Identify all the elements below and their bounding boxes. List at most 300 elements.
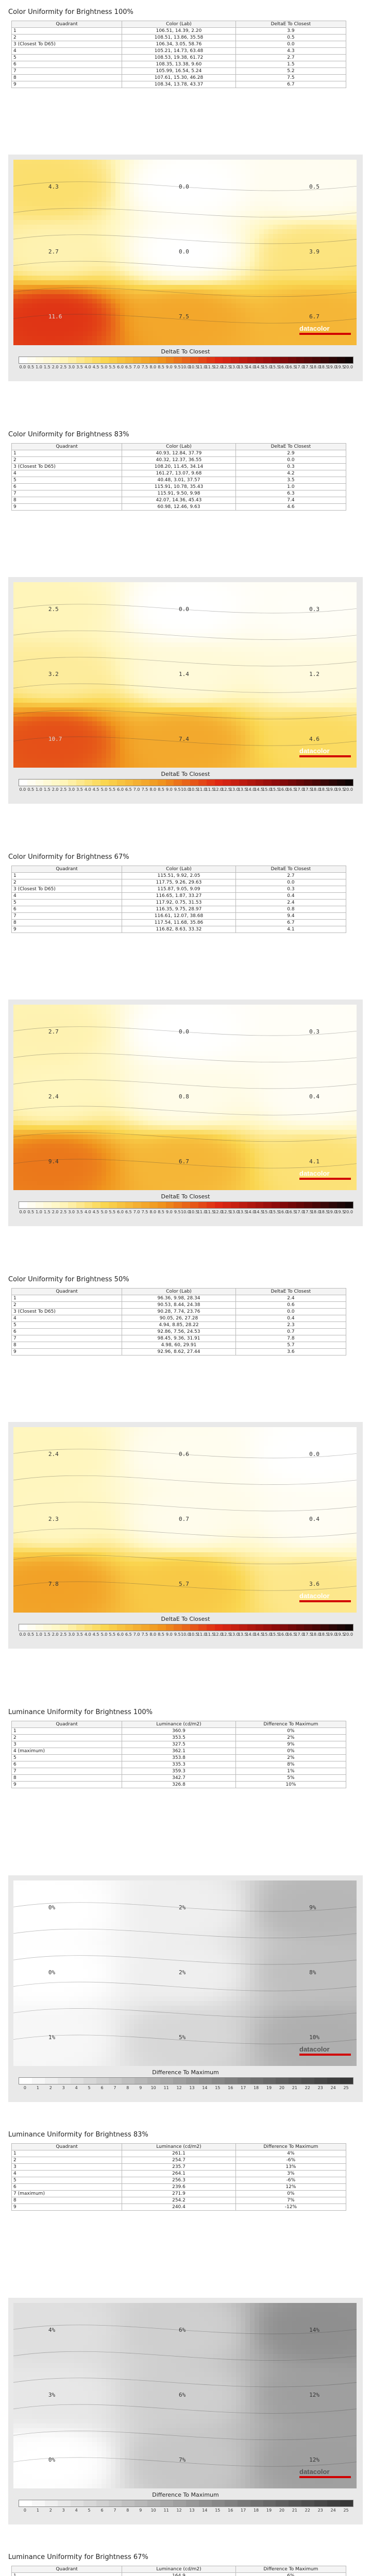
heatmap-cell <box>268 341 274 345</box>
heatmap-cell <box>324 234 329 239</box>
heatmap-cell <box>37 670 42 675</box>
heatmap-cell <box>236 656 241 662</box>
heatmap-cell <box>231 313 237 318</box>
heatmap-cell <box>115 615 121 620</box>
heatmap-cell <box>204 629 209 634</box>
heatmap-cell <box>157 192 162 197</box>
heatmap-cell <box>194 656 199 662</box>
heatmap-cell <box>13 341 19 345</box>
heatmap-cell <box>204 285 209 290</box>
heatmap-cell <box>46 299 51 304</box>
heatmap-cell <box>347 684 352 689</box>
heatmap-cell <box>97 220 102 225</box>
heatmap-cell <box>319 211 325 216</box>
heatmap-cell <box>278 206 283 211</box>
heatmap-cell <box>74 211 79 216</box>
heatmap-cell <box>83 689 88 694</box>
heatmap-cell <box>102 174 107 179</box>
heatmap-cell <box>236 290 241 295</box>
heatmap-cell <box>301 638 306 643</box>
heatmap-cell <box>97 647 102 652</box>
heatmap-cell <box>111 689 116 694</box>
heatmap-cell <box>37 689 42 694</box>
heatmap-cell <box>32 596 37 601</box>
heatmap-cell <box>18 587 23 592</box>
heatmap-cell <box>88 341 93 345</box>
heatmap-cell <box>88 285 93 290</box>
heatmap-cell <box>213 610 218 615</box>
heatmap-cell <box>250 225 255 230</box>
table-row <box>12 457 346 464</box>
heatmap-cell <box>60 666 65 671</box>
heatmap-cell <box>222 656 227 662</box>
heatmap-cell <box>231 633 237 638</box>
heatmap-cell <box>111 684 116 689</box>
heatmap-cell <box>352 675 357 680</box>
heatmap-cell <box>60 303 65 309</box>
heatmap-cell <box>310 197 315 202</box>
heatmap-cell <box>78 243 83 248</box>
heatmap-cell <box>324 582 329 587</box>
heatmap-cell <box>50 629 56 634</box>
heatmap-cell <box>227 336 232 341</box>
heatmap-cell <box>92 169 97 174</box>
heatmap-cell <box>180 201 185 207</box>
heatmap-cell <box>46 661 51 666</box>
heatmap-cell <box>115 201 121 207</box>
heatmap-cell <box>46 220 51 225</box>
heatmap-cell <box>69 229 74 234</box>
heatmap-cell <box>241 160 246 165</box>
heatmap-cell <box>296 693 301 699</box>
heatmap-cell <box>46 206 51 211</box>
heatmap-cell <box>301 591 306 597</box>
heatmap-cell <box>199 647 204 652</box>
heatmap-cell <box>231 322 237 327</box>
heatmap-cell <box>296 624 301 629</box>
heatmap-cell <box>46 285 51 290</box>
heatmap-cell <box>69 211 74 216</box>
heatmap-cell <box>319 290 325 295</box>
heatmap-cell <box>129 666 134 671</box>
heatmap-cell <box>292 266 297 272</box>
heatmap-cell <box>310 206 315 211</box>
heatmap-cell <box>102 670 107 675</box>
heatmap-cell <box>139 183 144 188</box>
heatmap-cell <box>46 642 51 648</box>
heatmap-cell <box>69 317 74 323</box>
heatmap-cell <box>333 308 339 313</box>
heatmap-cell <box>264 605 269 611</box>
heatmap-cell <box>74 252 79 258</box>
heatmap-cell <box>310 582 315 587</box>
heatmap-cell <box>106 624 111 629</box>
heatmap-cell <box>143 215 148 221</box>
heatmap-cell <box>74 299 79 304</box>
heatmap-cell <box>292 285 297 290</box>
heatmap-cell <box>236 336 241 341</box>
heatmap-cell <box>88 262 93 267</box>
heatmap-cell <box>343 647 348 652</box>
heatmap-cell <box>46 160 51 165</box>
heatmap-cell <box>241 290 246 295</box>
heatmap-cell <box>190 647 195 652</box>
heatmap-cell <box>129 642 134 648</box>
heatmap-cell <box>227 229 232 234</box>
heatmap-cell <box>292 215 297 221</box>
heatmap-cell <box>74 624 79 629</box>
heatmap-cell <box>273 605 278 611</box>
heatmap-cell <box>125 680 130 685</box>
heatmap-cell <box>250 341 255 345</box>
heatmap-cell <box>268 215 274 221</box>
heatmap-cell <box>319 164 325 170</box>
heatmap-cell <box>55 656 60 662</box>
heatmap-cell <box>139 294 144 299</box>
heatmap-cell <box>50 160 56 165</box>
heatmap-cell <box>27 675 32 680</box>
heatmap-cell <box>148 610 153 615</box>
heatmap-cell <box>319 206 325 211</box>
heatmap-cell <box>282 327 288 332</box>
heatmap-cell <box>264 656 269 662</box>
heatmap-cell <box>88 313 93 318</box>
heatmap-cell <box>231 689 237 694</box>
heatmap-cell <box>129 285 134 290</box>
heatmap-cell <box>97 178 102 183</box>
heatmap-cell <box>255 615 260 620</box>
heatmap-cell <box>338 624 343 629</box>
heatmap-cell <box>148 642 153 648</box>
heatmap-cell <box>273 587 278 592</box>
heatmap-cell <box>292 211 297 216</box>
heatmap-cell <box>18 271 23 276</box>
heatmap-cell <box>347 252 352 258</box>
heatmap-cell <box>245 252 250 258</box>
heatmap-cell <box>41 206 46 211</box>
heatmap-cell <box>204 661 209 666</box>
heatmap-cell <box>171 615 176 620</box>
heatmap-cell <box>245 257 250 262</box>
heatmap-cell <box>329 239 334 244</box>
heatmap-cell <box>287 262 292 267</box>
heatmap-cell <box>13 652 19 657</box>
table-column-header: Quadrant <box>12 444 122 450</box>
heatmap-cell <box>64 252 70 258</box>
heatmap-cell <box>264 276 269 281</box>
heatmap-cell <box>301 693 306 699</box>
heatmap-cell <box>64 693 70 699</box>
heatmap-cell <box>125 257 130 262</box>
heatmap-cell <box>129 647 134 652</box>
heatmap-cell <box>83 341 88 345</box>
heatmap-cell <box>41 633 46 638</box>
heatmap-cell <box>46 197 51 202</box>
heatmap-cell <box>255 220 260 225</box>
heatmap-cell <box>106 280 111 285</box>
heatmap-cell <box>208 160 213 165</box>
heatmap-cell <box>50 596 56 601</box>
heatmap-cell <box>250 601 255 606</box>
table-cell: 1.5 <box>235 61 346 68</box>
heatmap-cell <box>338 675 343 680</box>
heatmap-cell <box>148 234 153 239</box>
heatmap-cell <box>250 647 255 652</box>
heatmap-cell <box>208 670 213 675</box>
heatmap-cell <box>245 670 250 675</box>
heatmap-cell <box>241 299 246 304</box>
heatmap-cell <box>255 666 260 671</box>
heatmap-cell <box>41 280 46 285</box>
heatmap-cell <box>18 280 23 285</box>
heatmap-cell <box>231 582 237 587</box>
heatmap-cell <box>78 693 83 699</box>
heatmap-cell <box>148 201 153 207</box>
heatmap-cell <box>329 178 334 183</box>
heatmap-cell <box>278 248 283 253</box>
heatmap-cell <box>106 633 111 638</box>
heatmap-cell <box>204 243 209 248</box>
heatmap-cell <box>134 271 139 276</box>
heatmap-cell <box>268 605 274 611</box>
heatmap-cell <box>97 294 102 299</box>
heatmap-cell <box>333 638 339 643</box>
heatmap-cell <box>55 220 60 225</box>
heatmap-cell <box>55 647 60 652</box>
heatmap-cell <box>162 266 167 272</box>
heatmap-cell <box>236 642 241 648</box>
heatmap-cell <box>64 308 70 313</box>
heatmap-cell <box>278 169 283 174</box>
heatmap-cell <box>190 591 195 597</box>
heatmap-cell <box>264 675 269 680</box>
heatmap-cell <box>208 601 213 606</box>
heatmap-cell <box>64 178 70 183</box>
heatmap-cell <box>180 629 185 634</box>
heatmap-cell <box>287 582 292 587</box>
heatmap-cell <box>37 257 42 262</box>
heatmap-cell <box>18 615 23 620</box>
heatmap-cell <box>324 689 329 694</box>
heatmap-cell <box>120 605 125 611</box>
heatmap-cell <box>120 294 125 299</box>
heatmap-cell <box>23 308 28 313</box>
heatmap-cell <box>343 313 348 318</box>
heatmap-cell <box>74 220 79 225</box>
heatmap-cell <box>231 234 237 239</box>
heatmap-cell <box>310 294 315 299</box>
heatmap-cell <box>83 174 88 179</box>
heatmap-cell <box>268 689 274 694</box>
heatmap-cell <box>259 661 264 666</box>
heatmap-cell <box>37 647 42 652</box>
heatmap-cell <box>352 197 357 202</box>
heatmap-cell <box>213 670 218 675</box>
heatmap-cell <box>310 591 315 597</box>
heatmap-cell <box>250 234 255 239</box>
table-cell: 3 (Closest To D65) <box>12 464 122 470</box>
heatmap-cell <box>292 652 297 657</box>
heatmap-cell <box>250 591 255 597</box>
heatmap-cell <box>32 239 37 244</box>
heatmap-cell <box>125 211 130 216</box>
heatmap-cell <box>115 257 121 262</box>
heatmap-cell <box>171 670 176 675</box>
heatmap-cell <box>115 693 121 699</box>
heatmap-cell <box>139 582 144 587</box>
heatmap-cell <box>208 220 213 225</box>
heatmap-cell <box>166 299 172 304</box>
heatmap-cell <box>180 303 185 309</box>
heatmap-cell <box>180 192 185 197</box>
heatmap-cell <box>102 666 107 671</box>
heatmap-cell <box>37 215 42 221</box>
heatmap-cell <box>264 183 269 188</box>
heatmap-cell <box>241 215 246 221</box>
heatmap-cell <box>343 211 348 216</box>
heatmap-cell <box>236 629 241 634</box>
heatmap-cell <box>92 243 97 248</box>
heatmap-cell <box>92 670 97 675</box>
heatmap-cell <box>69 280 74 285</box>
heatmap-cell <box>347 201 352 207</box>
heatmap-cell <box>204 276 209 281</box>
heatmap-cell <box>324 174 329 179</box>
heatmap-cell <box>106 322 111 327</box>
heatmap-cell <box>268 693 274 699</box>
heatmap-cell <box>259 610 264 615</box>
heatmap-cell <box>125 601 130 606</box>
heatmap-cell <box>259 675 264 680</box>
heatmap-cell <box>18 336 23 341</box>
heatmap-cell <box>171 582 176 587</box>
heatmap-cell <box>148 280 153 285</box>
heatmap-cell <box>273 160 278 165</box>
heatmap-cell <box>236 633 241 638</box>
heatmap-cell <box>190 666 195 671</box>
heatmap-cell <box>139 619 144 624</box>
heatmap-cell <box>102 183 107 188</box>
heatmap-cell <box>255 160 260 165</box>
heatmap-cell <box>250 587 255 592</box>
heatmap-cell <box>213 276 218 281</box>
heatmap-cell <box>287 229 292 234</box>
heatmap-cell <box>92 248 97 253</box>
heatmap-cell <box>343 629 348 634</box>
heatmap-cell <box>245 308 250 313</box>
heatmap-cell <box>97 331 102 336</box>
heatmap-cell <box>92 661 97 666</box>
heatmap-cell <box>292 336 297 341</box>
heatmap-cell <box>166 308 172 313</box>
heatmap-cell <box>153 675 158 680</box>
heatmap-cell <box>204 587 209 592</box>
heatmap-cell <box>282 234 288 239</box>
heatmap-cell <box>282 178 288 183</box>
heatmap-cell <box>78 252 83 258</box>
heatmap-cell <box>74 266 79 272</box>
heatmap-cell <box>227 280 232 285</box>
heatmap-cell <box>329 591 334 597</box>
heatmap-cell <box>292 317 297 323</box>
heatmap-cell <box>139 192 144 197</box>
heatmap-cell <box>111 619 116 624</box>
heatmap-cell <box>92 591 97 597</box>
heatmap-cell <box>282 280 288 285</box>
heatmap-cell <box>55 308 60 313</box>
heatmap-cell <box>222 642 227 648</box>
heatmap-cell <box>217 313 223 318</box>
heatmap-cell <box>106 183 111 188</box>
heatmap-cell <box>111 299 116 304</box>
heatmap-cell <box>217 670 223 675</box>
heatmap-cell <box>227 652 232 657</box>
heatmap-cell <box>115 215 121 221</box>
heatmap-cell <box>106 303 111 309</box>
heatmap-cell <box>301 605 306 611</box>
heatmap-cell <box>88 587 93 592</box>
heatmap-cell <box>18 178 23 183</box>
heatmap-cell <box>296 601 301 606</box>
heatmap-cell <box>194 192 199 197</box>
heatmap-cell <box>69 308 74 313</box>
heatmap-cell <box>343 303 348 309</box>
heatmap-cell <box>74 587 79 592</box>
heatmap-cell <box>139 317 144 323</box>
heatmap-cell <box>41 290 46 295</box>
heatmap-cell <box>352 248 357 253</box>
heatmap-cell <box>227 206 232 211</box>
heatmap-cell <box>259 605 264 611</box>
heatmap-cell <box>88 303 93 309</box>
heatmap-cell <box>129 624 134 629</box>
heatmap-cell <box>69 169 74 174</box>
heatmap-cell <box>204 596 209 601</box>
heatmap-cell <box>125 303 130 309</box>
heatmap-cell <box>333 197 339 202</box>
heatmap-cell <box>171 336 176 341</box>
heatmap-cell <box>343 341 348 345</box>
heatmap-cell <box>102 211 107 216</box>
heatmap-cell <box>88 615 93 620</box>
heatmap-cell <box>306 220 311 225</box>
heatmap-cell <box>148 252 153 258</box>
heatmap-cell <box>180 680 185 685</box>
heatmap-cell <box>88 610 93 615</box>
heatmap-cell <box>287 680 292 685</box>
heatmap-cell <box>236 615 241 620</box>
heatmap-cell <box>204 670 209 675</box>
heatmap-cell <box>227 610 232 615</box>
heatmap-cell <box>236 285 241 290</box>
heatmap-cell <box>78 197 83 202</box>
heatmap-cell <box>208 262 213 267</box>
heatmap-cell <box>60 587 65 592</box>
heatmap-cell <box>329 303 334 309</box>
heatmap-cell <box>88 229 93 234</box>
heatmap-cell <box>245 317 250 323</box>
heatmap-cell <box>162 336 167 341</box>
heatmap-cell <box>301 684 306 689</box>
heatmap-cell <box>329 299 334 304</box>
heatmap-cell <box>27 596 32 601</box>
heatmap-cell <box>217 174 223 179</box>
heatmap-cell <box>190 629 195 634</box>
heatmap-cell <box>41 322 46 327</box>
heatmap-cell <box>115 276 121 281</box>
heatmap-cell <box>268 624 274 629</box>
heatmap-cell <box>166 670 172 675</box>
